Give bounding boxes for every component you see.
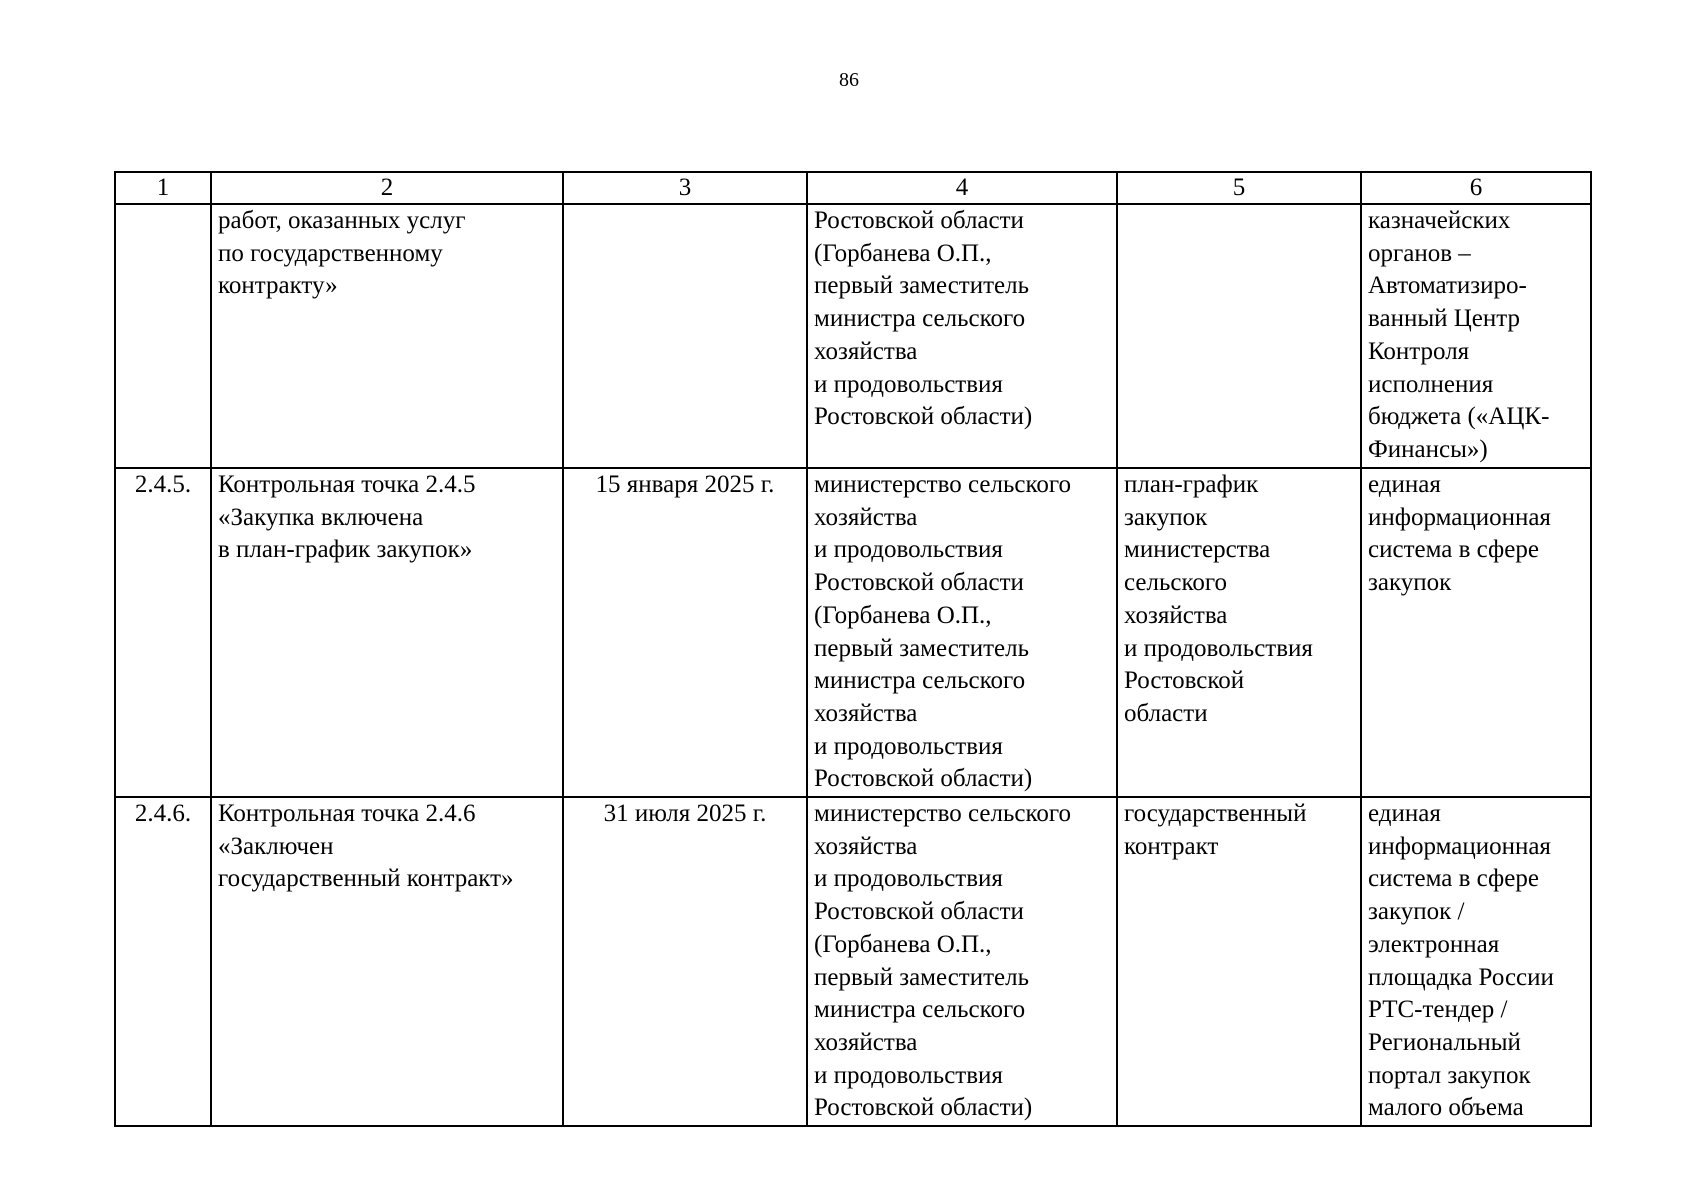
information-system-cell: единая информационная система в сфере закупок / электронная площадка России РТС-тендер / Региональный портал закупок малого объема (1361, 797, 1591, 1126)
column-header: 1 (115, 172, 211, 204)
information-system-cell: единая информационная система в сфере закупок (1361, 468, 1591, 797)
event-name-cell: Контрольная точка 2.4.5 «Закупка включена в план-график закупок» (211, 468, 563, 797)
information-system-cell: казначейских органов – Автоматизиро- ванный Центр Контроля исполнения бюджета («АЦК- Финансы») (1361, 204, 1591, 468)
page-number: 86 (839, 69, 859, 91)
responsible-cell: министерство сельского хозяйства и продовольствия Ростовской области (Горбанева О.П., первый заместитель министра сельского хозяйства и продовольствия Ростовской области) (807, 468, 1117, 797)
document-cell: план-график закупок министерства сельского хозяйства и продовольствия Ростовской области (1117, 468, 1361, 797)
table-row (115, 204, 1591, 468)
document-cell: государственный контракт (1117, 797, 1361, 1126)
column-header: 6 (1361, 172, 1591, 204)
event-name-cell: работ, оказанных услуг по государственному контракту» (211, 204, 563, 468)
column-header: 3 (563, 172, 807, 204)
event-name-cell: Контрольная точка 2.4.6 «Заключен государственный контракт» (211, 797, 563, 1126)
responsible-cell: Ростовской области (Горбанева О.П., первый заместитель министра сельского хозяйства и продовольствия Ростовской области) (807, 204, 1117, 468)
table-row (115, 468, 1591, 797)
document-cell (1117, 204, 1361, 468)
column-header: 4 (807, 172, 1117, 204)
row-number-cell (115, 204, 211, 468)
control-points-table (114, 171, 1592, 1127)
column-header: 5 (1117, 172, 1361, 204)
date-cell: 31 июля 2025 г. (563, 797, 807, 1126)
date-cell (563, 204, 807, 468)
table-row (115, 797, 1591, 1126)
responsible-cell: министерство сельского хозяйства и продовольствия Ростовской области (Горбанева О.П., первый заместитель министра сельского хозяйства и продовольствия Ростовской области) (807, 797, 1117, 1126)
table-header-row (115, 172, 1591, 204)
date-cell: 15 января 2025 г. (563, 468, 807, 797)
row-number-cell: 2.4.5. (115, 468, 211, 797)
row-number-cell: 2.4.6. (115, 797, 211, 1126)
column-header: 2 (211, 172, 563, 204)
